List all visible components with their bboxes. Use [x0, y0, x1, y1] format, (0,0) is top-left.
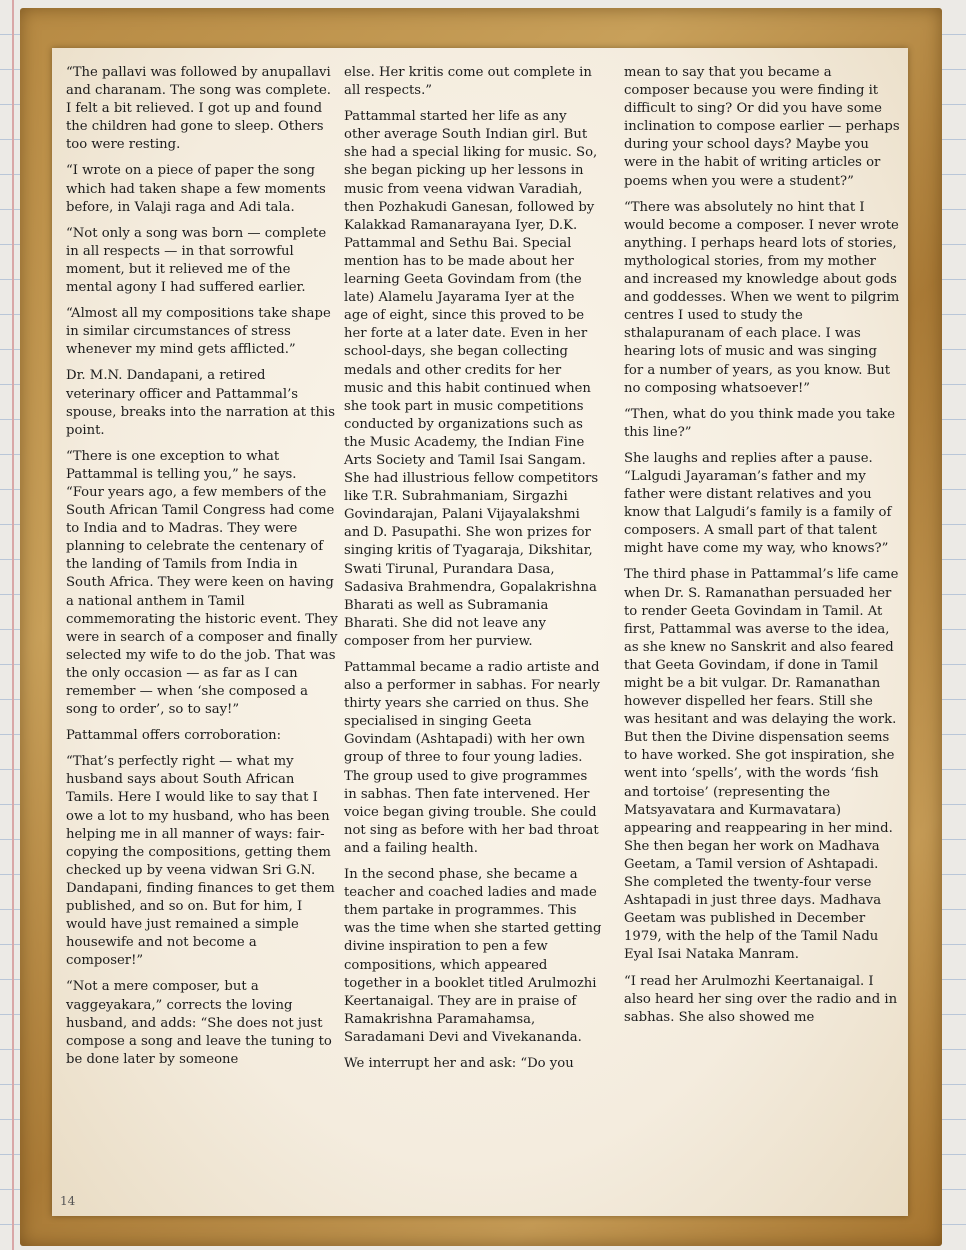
paragraph: “There was absolutely no hint that I would become a composer. I never wrote anything. I perhaps heard lots of stories, mythological stories, from my mother and increased my knowledge about gods and goddesses. When we went to pilgrim centres I used to study the sthalapuranam of each place. I was hearing lots of music and was singing for a number of years, as you know. But no composing whatsoever!”	[624, 199, 900, 396]
paragraph: Pattammal became a radio artiste and also a performer in sabhas. For nearly thirty years she carried on thus. She specialised in singing Geeta Govindam (Ashtapadi) with her own group of three to four young ladies. The group used to give programmes in sabhas. Then fate intervened. Her voice began giving trouble. She could not sing as before with her bad throat and a failing health.	[344, 660, 600, 856]
paragraph: else. Her kritis come out complete in all respects.”	[344, 65, 592, 99]
paragraph: “The pallavi was followed by anupallavi and charanam. The song was complete. I felt a bit relieved. I got up and found the children had gone to sleep. Others too were resting.	[66, 65, 331, 153]
page-number: 14	[60, 1194, 76, 1208]
paragraph: “Not a mere composer, but a vaggeyakara,” corrects the loving husband, and adds: “She does not just compose a song and leave the tuning to be done later by someone	[66, 979, 332, 1067]
text-column-1	[66, 64, 338, 1077]
paragraph: “Not only a song was born — complete in all respects — in that sorrowful moment, but it relieved me of the mental agony I had suffered earlier.	[66, 225, 327, 296]
paragraph: We interrupt her and ask: “Do you	[344, 1055, 574, 1071]
paragraph: “That’s perfectly right — what my husband says about South African Tamils. Here I would like to say that I owe a lot to my husband, who has been helping me in all manner of ways: fair-copying the compositions, getting them checked up by veena vidwan Sri G.N. Dandapani, finding finances to get them published, and so on. But for him, I would have just remained a simple housewife and not become a composer!”	[66, 754, 335, 969]
paragraph: She laughs and replies after a pause. “Lalgudi Jayaraman’s father and my father were distant relatives and you know that Lalgudi’s family is a family of composers. A small part of that talent might have come my way, who knows?”	[624, 450, 892, 557]
paragraph: “I read her Arulmozhi Keertanaigal. I also heard her sing over the radio and in sabhas. She also showed me	[624, 973, 898, 1025]
magazine-clipping	[52, 48, 908, 1216]
paragraph: “Then, what do you think made you take this line?”	[624, 406, 896, 440]
text-column-2	[344, 64, 602, 1081]
paragraph: “I wrote on a piece of paper the song which had taken shape a few moments before, in Valaji raga and Adi tala.	[66, 163, 326, 215]
paragraph: Pattammal started her life as any other average South Indian girl. But she had a special liking for music. So, she began picking up her lessons in music from veena vidwan Varadiah, then Pozhakudi Ganesan, followed by Kalakkad Ramanarayana Iyer, D.K. Pattammal and Sethu Bai. Special mention has to be made about her learning Geeta Govindam from (the late) Alamelu Jayarama Iyer at the age of eight, since this proved to be her forte at a later date. Even in her school-days, she began collecting medals and other credits for her music and this habit continued when she took part in music competitions conducted by organizations such as the Music Academy, the Indian Fine Arts Society and Tamil Isai Sangam. She had illustrious fellow competitors like T.R. Subrahmaniam, Sirgazhi Govindarajan, Palani Vijayalakshmi and D. Pasupathi. She won prizes for singing kritis of Tyagaraja, Dikshitar, Swati Tirunal, Purandara Dasa, Sadasiva Brahmendra, Gopalakrishna Bharati as well as Subramania Bharati. She did not leave any composer from her purview.	[344, 109, 599, 649]
paragraph: “There is one exception to what Pattammal is telling you,” he says. “Four years ago, a few members of the South African Tamil Congress had come to India and to Madras. They were planning to celebrate the centenary of the landing of Tamils from India in South Africa. They were keen on having a national anthem in Tamil commemorating the historic event. They were in search of a composer and finally selected my wife to do the job. That was the only occasion — as far as I can remember — when ‘she composed a song to order’, so to say!”	[66, 448, 338, 718]
paragraph: In the second phase, she became a teacher and coached ladies and made them partake in programmes. This was the time when she started getting divine inspiration to pen a few compositions, which appeared together in a booklet titled Arulmozhi Keertanaigal. They are in praise of Ramakrishna Paramahamsa, Saradamani Devi and Vivekananda.	[344, 867, 602, 1045]
paragraph: Dr. M.N. Dandapani, a retired veterinary officer and Pattammal’s spouse, breaks into the narration at this point.	[66, 368, 335, 438]
text-column-3	[624, 64, 900, 1035]
paragraph: Pattammal offers corroboration:	[66, 728, 282, 744]
notebook-margin-line	[12, 0, 14, 1250]
paragraph: mean to say that you became a composer because you were finding it difficult to sing? Or did you have some inclination to compose earlier — perhaps during your school days? Maybe you were in the habit of writing articles or poems when you were a student?”	[624, 65, 900, 189]
paragraph: “Almost all my compositions take shape in similar circumstances of stress whenever my mind gets afflicted.”	[66, 306, 331, 358]
paragraph: The third phase in Pattammal’s life came when Dr. S. Ramanathan persuaded her to render Geeta Govindam in Tamil. At first, Pattammal was averse to the idea, as she knew no Sanskrit and also feared that Geeta Govindam, if done in Tamil might be a bit vulgar. Dr. Ramanathan however dispelled her fears. Still she was hesitant and was delaying the work. But then the Divine dispensation seems to have worked. She got inspiration, she went into ‘spells’, with the words ‘fish and tortoise’ (representing the Matsyavatara and Kurmavatara) appearing and reappearing in her mind. She then began her work on Madhava Geetam, a Tamil version of Ashtapadi. She completed the twenty-four verse Ashtapadi in just three days. Madhava Geetam was published in December 1979, with the help of the Tamil Nadu Eyal Isai Nataka Manram.	[624, 567, 899, 963]
